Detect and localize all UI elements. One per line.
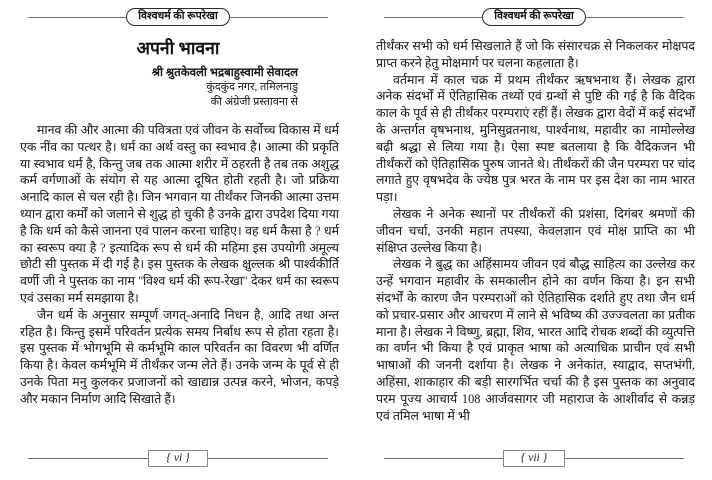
footer-rule-right [208,458,328,459]
running-header [0,0,356,26]
running-header-title: विश्वधर्म की रूपरेखा [126,8,230,26]
running-header [356,0,712,26]
footer-rule-left [384,458,503,459]
right-page-footer [384,450,684,467]
header-rule-left [384,17,482,18]
page-number: { vi } [148,450,207,467]
paragraph: मानव की और आत्मा की पवित्रता एवं जीवन के सर्वोच्च विकास में धर्म एक नींव का पत्थर है। धर्म का अर्थ वस्तु का स्वभाव है। आत्मा की प्रकृति या स्वभाव धर्म है, किन्तु जब तक आत्मा शरीर में ठहरती है तब तक अशुद्ध कर्म वर्गणाओं के संयोग से यह आत्मा दूषित होती रहती है। जो प्रक्रिया अनादि काल से चल रही है। जिन भगवान या तीर्थंकर जिनकी आत्मा उत्तम ध्यान द्वारा कर्मों को जलाने से शुद्ध हो चुकी है उनके द्वारा उपदेश दिया गया है कि धर्म को कैसे जानना एवं पालन करना चाहिए। वह धर्म कैसा है ? धर्म का स्वरूप क्या है ? इत्यादिक रूप से धर्म की महिमा इस उपयोगी अमूल्य छोटी सी पुस्तक में दी गई है। इस पुस्तक के लेखक क्षुल्लक श्री पार्श्वकीर्ति वर्णी जी ने पुस्तक का नाम ''विश्व धर्म की रूप-रेखा'' देकर धर्म का स्वरूप एवं उसका मर्म समझाया है। [20,123,339,305]
left-page-footer [28,450,328,467]
running-header-title: विश्वधर्म की रूपरेखा [482,8,586,26]
paragraph: वर्तमान में काल चक्र में प्रथम तीर्थंकर ऋषभनाथ हैं। लेखक द्वारा अनेक संदर्भों में ऐतिहासिक तथ्यों एवं ग्रन्थों से पुष्टि की गई है कि वैदिक काल के पूर्व से ही तीर्थंकर परम्पराएं रहीं हैं। लेखक द्वारा वेदों में कई संदर्भों के अन्तर्गत वृषभनाथ, मुनिसुव्रतनाथ, पार्श्वनाथ, महावीर का नामोल्लेख बढ़ी श्रद्धा से लिया गया है। ऐसा स्पष्ट बतलाया है कि वैदिकजन भी तीर्थंकरों को ऐतिहासिक पुरुष जानते थे। तीर्थंकरों की जैन परम्परा पर चांद लगाते हुए वृषभदेव के ज्येष्ठ पुत्र भरत के नाम पर इस देश का नाम भारत पड़ा। [376,72,695,205]
chapter-title: अपनी भावना [136,38,220,58]
header-rule-right [586,17,684,18]
byline-organization: श्री श्रुतकेवली भद्रबाहुस्वामी सेवादल [151,66,298,79]
right-page [356,0,712,480]
paragraph: लेखक ने अनेक स्थानों पर तीर्थंकरों की प्रशंसा, दिगंबर श्रमणों की जीवन चर्चा, उनकी महान तपस्या, केवलज्ञान एवं मोक्ष प्राप्ति का भी संक्षिप्त उल्लेख किया है। [376,206,695,255]
byline-source-note: की अंग्रेजी प्रस्तावना से [210,95,298,108]
left-page-body [0,122,356,408]
page-number: { vii } [503,450,565,467]
header-rule-left [28,17,126,18]
paragraph-continuation: तीर्थंकर सभी को धर्म सिखलाते हैं जो कि संसारचक्र से निकलकर मोक्षपद प्राप्त करने हेतु मोक्षमार्ग पर चलना कहलाता है। [376,39,695,70]
byline-location: कुंदकुंद नगर, तमिलनाडु [206,81,298,93]
footer-rule-right [565,458,684,459]
paragraph: लेखक ने बुद्ध का अहिंसामय जीवन एवं बौद्ध साहित्य का उल्लेख कर उन्हें भगवान महावीर के समकालीन होने का वर्णन किया है। इन सभी संदर्भों के कारण जैन परम्पराओं को ऐतिहासिक दर्शाते हुए तथा जैन धर्म को प्रचार-प्रसार और आचरण में लाने से भविष्य की उज्ज्वलता का प्रतीक माना है। लेखक ने विष्णु, ब्रह्मा, शिव, भारत आदि रोचक शब्दों की व्युत्पत्ति का वर्णन भी किया है एवं प्राकृत भाषा को अत्याधिक प्राचीन एवं सभी भाषाओं की जननी दर्शाया है। लेखक ने अनेकांत, स्याद्वाद, सप्तभंगी, अहिंसा, शाकाहार की बड़ी सारगर्भित चर्चा की है इस पुस्तक का अनुवाद परम पूज्य आचार्य 108 आर्जवसागर जी महाराज के आशीर्वाद से कन्नड़ एवं तमिल भाषा में भी [376,257,695,423]
paragraph: जैन धर्म के अनुसार सम्पूर्ण जगत्-अनादि निधन है, आदि तथा अन्त रहित है। किन्तु इसमें परिवर्तन प्रत्येक समय निर्बाध रूप से होता रहता है। इस पुस्तक में भोगभूमि से कर्मभूमि काल परिवर्तन का विवरण भी वर्णित किया है। केवल कर्मभूमि में तीर्थंकर जन्म लेते हैं। उनके जन्म के पूर्व से ही उनके पिता मनु कुलकर प्रजाजनों को खाद्यान्न उत्पन्न करने, भोजन, कपड़े और मकान निर्माण आदि सिखाते हैं। [20,307,339,406]
right-page-body [356,38,712,424]
header-rule-right [230,17,328,18]
byline-block [0,65,356,109]
footer-rule-left [28,458,148,459]
